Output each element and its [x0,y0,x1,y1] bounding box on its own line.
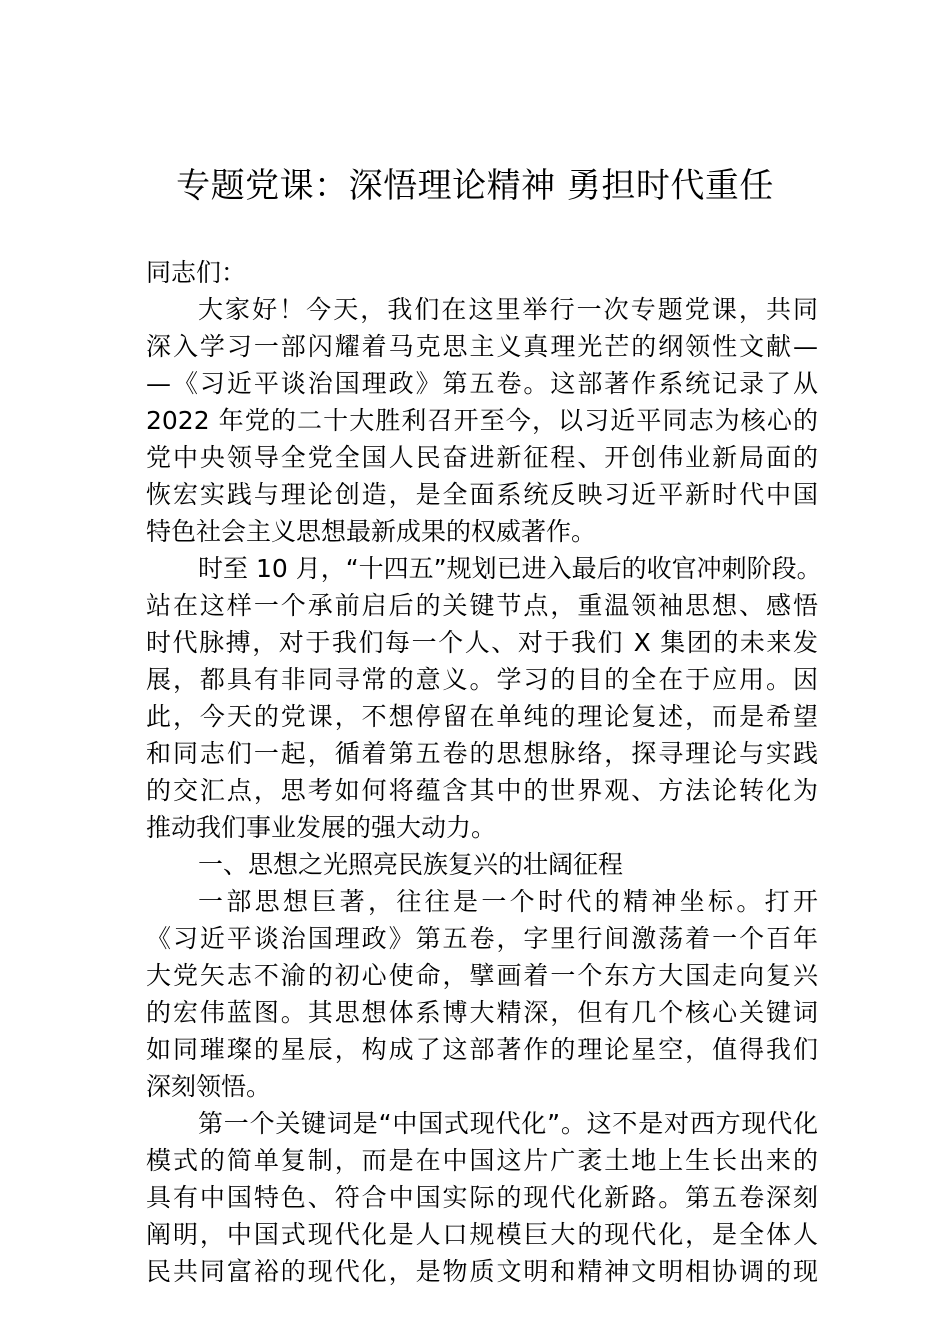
text-line: —《习近平谈治国理政》第五卷。这部著作系统记录了从 [146,369,818,398]
text-line: 时代脉搏，对于我们每一个人、对于我们 X 集团的未来发 [146,628,818,657]
text-line: 大家好！今天，我们在这里举行一次专题党课，共同 [198,295,818,324]
text-line: 如同璀璨的星辰，构成了这部著作的理论星空，值得我们 [146,1035,818,1064]
text-line: 特色社会主义思想最新成果的权威著作。 [146,517,597,546]
text-line: 模式的简单复制，而是在中国这片广袤土地上生长出来的 [146,1146,818,1175]
text-line: 的宏伟蓝图。其思想体系博大精深，但有几个核心关键词 [146,998,818,1027]
body-text [146,254,822,1290]
text-line: 2022 年党的二十大胜利召开至今，以习近平同志为核心的 [146,406,818,435]
text-line: 第一个关键词是“中国式现代化”。这不是对西方现代化 [198,1109,818,1138]
text-line: 《习近平谈治国理政》第五卷，字里行间激荡着一个百年 [146,924,818,953]
text-line: 站在这样一个承前启后的关键节点，重温领袖思想、感悟 [146,591,818,620]
text-line: 此，今天的党课，不想停留在单纯的理论复述，而是希望 [146,702,818,731]
text-line: 恢宏实践与理论创造，是全面系统反映习近平新时代中国 [146,480,818,509]
text-line: 深入学习一部闪耀着马克思主义真理光芒的纲领性文献— [146,332,818,361]
text-line: 的交汇点，思考如何将蕴含其中的世界观、方法论转化为 [146,776,818,805]
text-line: 时至 10 月，“十四五”规划已进入最后的收官冲刺阶段。 [198,554,822,583]
text-line: 和同志们一起，循着第五卷的思想脉络，探寻理论与实践 [146,739,818,768]
text-line: 深刻领悟。 [146,1072,272,1101]
text-line: 党中央领导全党全国人民奋进新征程、开创伟业新局面的 [146,443,818,472]
text-line: 阐明，中国式现代化是人口规模巨大的现代化，是全体人 [146,1220,818,1249]
text-line: 民共同富裕的现代化，是物质文明和精神文明相协调的现 [146,1257,818,1286]
text-line: 一部思想巨著，往往是一个时代的精神坐标。打开 [198,887,818,916]
text-line: 具有中国特色、符合中国实际的现代化新路。第五卷深刻 [146,1183,818,1212]
text-line: 展，都具有非同寻常的意义。学习的目的全在于应用。因 [146,665,818,694]
page-title: 专题党课：深悟理论精神 勇担时代重任 [176,166,774,206]
text-line: 同志们： [146,258,247,287]
text-line: 一、思想之光照亮民族复兴的壮阔征程 [198,850,624,879]
text-line: 推动我们事业发展的强大动力。 [146,813,497,842]
text-line: 大党矢志不渝的初心使命，擘画着一个东方大国走向复兴 [146,961,818,990]
